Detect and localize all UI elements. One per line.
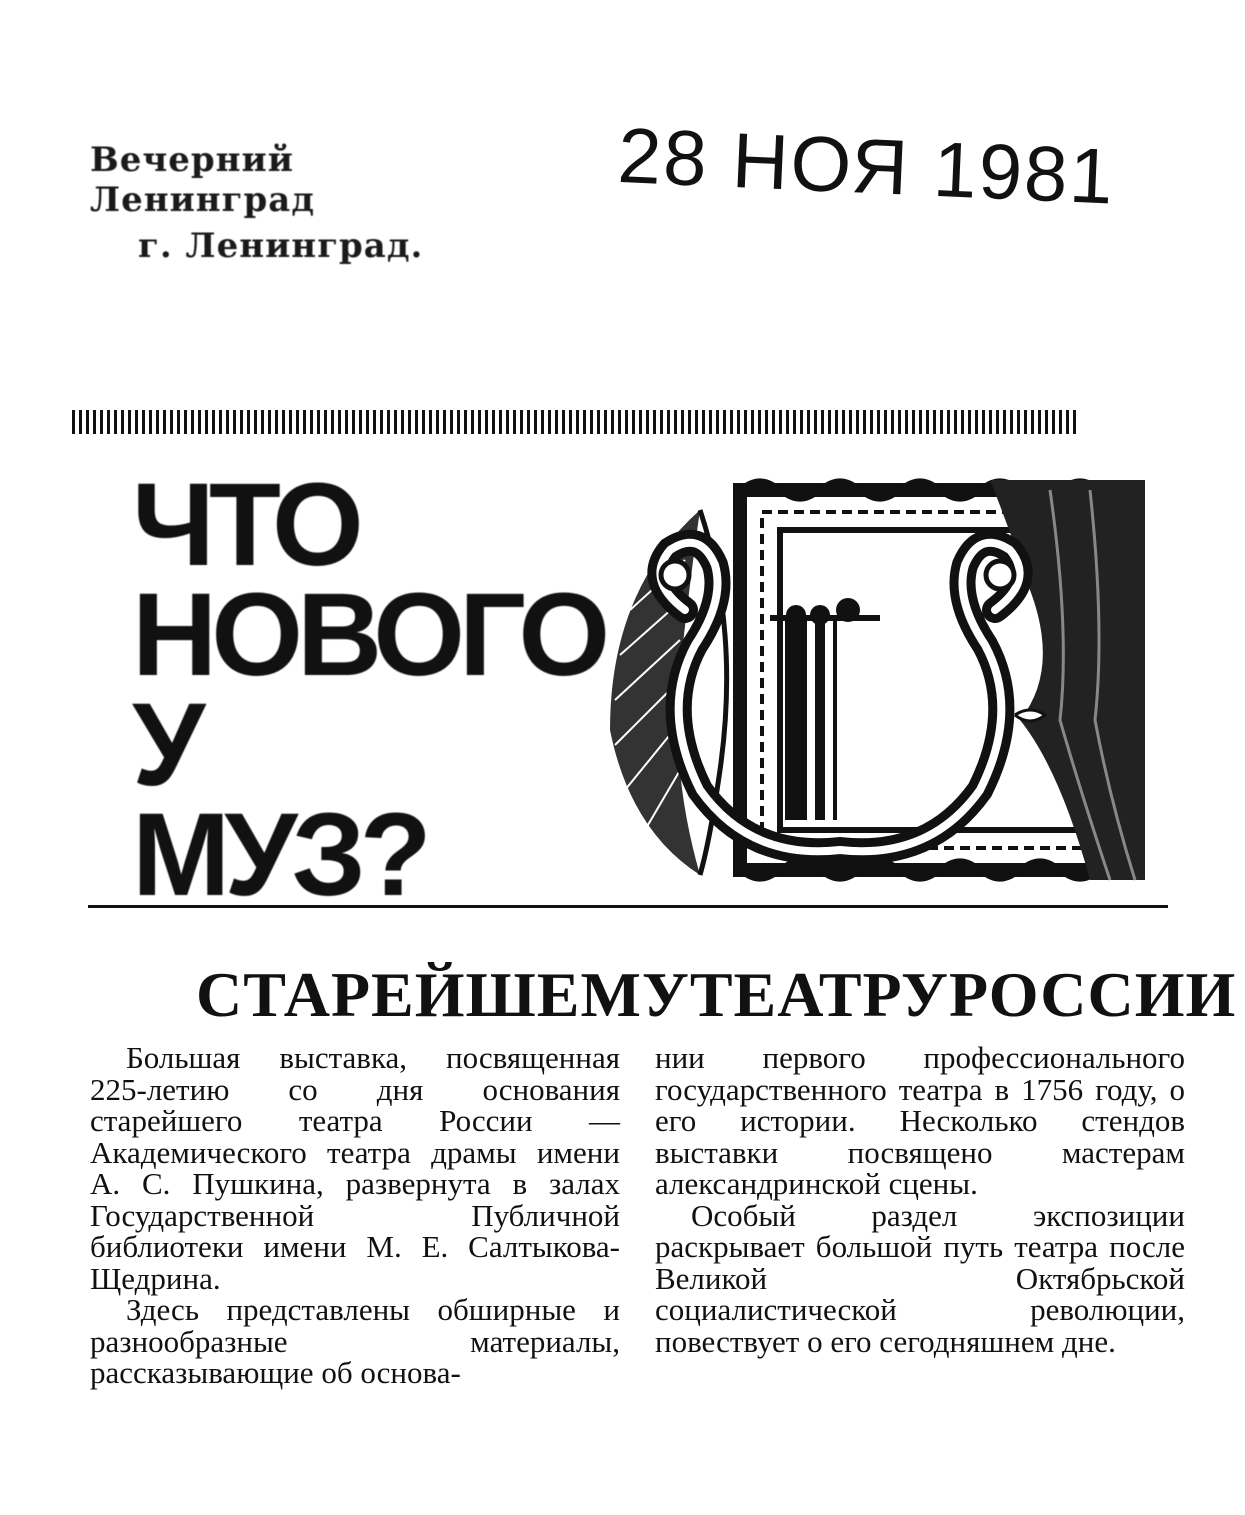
newspaper-source-stamp (90, 140, 530, 266)
article-title-word-3: РОССИИ (948, 959, 1237, 1030)
date-stamp: 28 НОЯ 1981 (616, 110, 1117, 221)
headline-line-2: НОВОГО (132, 569, 605, 701)
article-paragraph: Здесь представлены обширные и разнообразные материалы, рассказывающие об основа- (90, 1292, 620, 1390)
article-paragraph: Особый раздел экспозиции раскрывает большой путь театра после Великой Октябрьской социалистической революции, повествует о его сегодняшнем дне. (655, 1197, 1185, 1359)
article-column-1 (90, 1042, 620, 1389)
article-title-word-2: ТЕАТРУ (689, 959, 949, 1030)
headline-line-3: У (132, 679, 200, 811)
article-column-2 (655, 1042, 1185, 1357)
article-title (196, 958, 1237, 1032)
article-paragraph: нии первого профессионального государственного театра в 1756 году, о его истории. Несколько стендов выставки посвящено мастерам александринской сцены. (655, 1040, 1185, 1201)
lyre-curtain-frame-emblem-icon (590, 470, 1150, 890)
headline-line-4: МУЗ? (132, 789, 426, 921)
article-paragraph: Большая выставка, посвященная 225-летию со дня основания старейшего театра России — Академического театра драмы имени А. С. Пушкина, развернута в залах Государственной Публичной библиотеки имени М. Е. Салтыкова-Щедрина. (90, 1040, 620, 1296)
stamp-city: г. Ленинград. (138, 226, 424, 266)
headline-line-1: ЧТО (132, 459, 358, 591)
article-title-word-1: СТАРЕЙШЕМУ (196, 959, 690, 1030)
stamp-newspaper-name: Вечерний Ленинград (90, 140, 315, 220)
hatched-divider (72, 410, 1077, 434)
section-rule (88, 905, 1168, 908)
section-headline (132, 459, 605, 921)
